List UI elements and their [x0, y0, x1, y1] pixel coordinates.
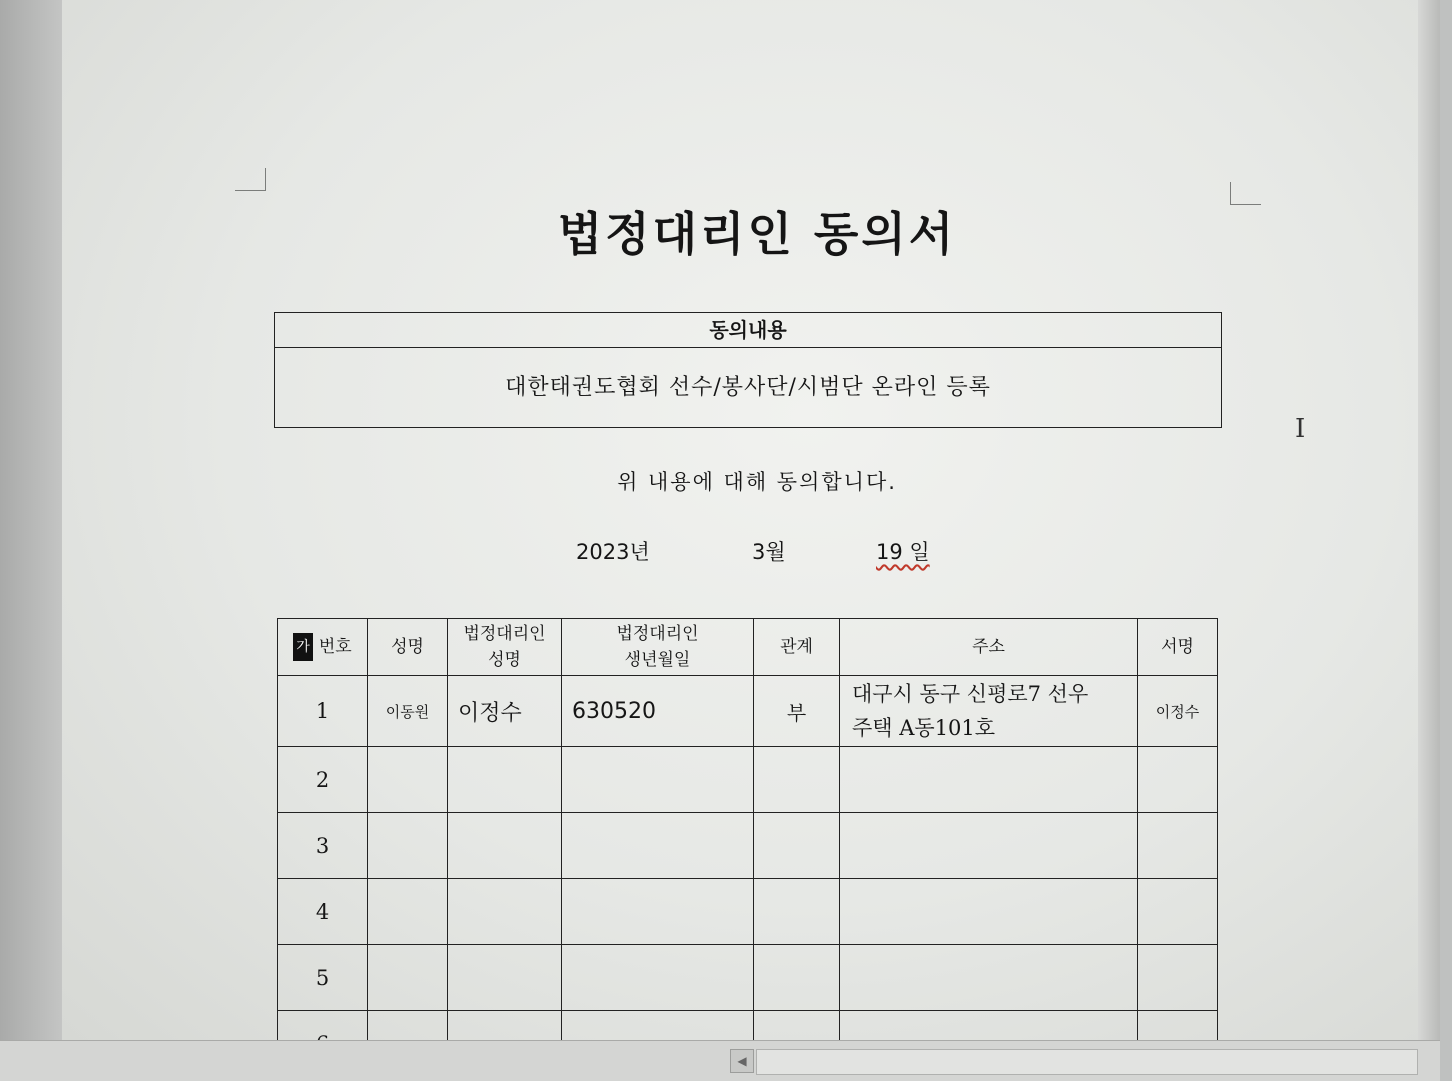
cell-name[interactable] [368, 945, 448, 1011]
cell-signature[interactable] [1138, 747, 1218, 813]
cell-rep-name[interactable] [448, 879, 562, 945]
cell-rep-name[interactable] [448, 747, 562, 813]
representative-table[interactable] [277, 618, 1218, 1077]
cell-relation[interactable]: 부 [754, 676, 840, 747]
cell-number[interactable]: 4 [278, 879, 368, 945]
header-address[interactable]: 주소 [840, 619, 1138, 676]
right-workspace-margin [1418, 0, 1440, 1040]
header-number[interactable]: 가 번호 [278, 619, 368, 676]
cell-name[interactable] [368, 813, 448, 879]
cell-number[interactable]: 5 [278, 945, 368, 1011]
cell-signature[interactable]: 이정수 [1138, 676, 1218, 747]
header-relation[interactable]: 관계 [754, 619, 840, 676]
cell-signature[interactable] [1138, 813, 1218, 879]
consent-body: 대한태권도협회 선수/봉사단/시범단 온라인 등록 [505, 375, 991, 400]
cell-address[interactable] [840, 747, 1138, 813]
cell-rep-name[interactable] [448, 813, 562, 879]
cell-relation[interactable] [754, 879, 840, 945]
cell-name[interactable]: 이동원 [368, 676, 448, 747]
i-beam-cursor-icon: I [1295, 414, 1306, 444]
header-rep-birth[interactable]: 법정대리인 생년월일 [562, 619, 754, 676]
cell-name[interactable] [368, 747, 448, 813]
cell-rep-birth[interactable] [562, 945, 754, 1011]
agreement-statement: 위 내용에 대해 동의합니다. [617, 470, 897, 494]
cell-name[interactable] [368, 879, 448, 945]
header-name[interactable]: 성명 [368, 619, 448, 676]
margin-corner-top-left [235, 168, 266, 191]
document-page[interactable] [62, 0, 1418, 1040]
document-title: 법정대리인 동의서 [557, 207, 957, 261]
cell-rep-birth[interactable] [562, 879, 754, 945]
cell-rep-name[interactable]: 이정수 [448, 676, 562, 747]
char-style-badge[interactable]: 가 [293, 633, 313, 661]
scrollbar-track[interactable] [756, 1049, 1418, 1075]
cell-number[interactable]: 1 [278, 676, 368, 747]
cell-number[interactable]: 2 [278, 747, 368, 813]
arrow-left-icon[interactable]: ◀ [730, 1049, 754, 1073]
date-line [576, 536, 930, 566]
cell-relation[interactable] [754, 813, 840, 879]
horizontal-scrollbar[interactable] [0, 1040, 1440, 1081]
date-year: 2023년 [576, 540, 650, 564]
cell-rep-birth[interactable] [562, 747, 754, 813]
cell-address[interactable]: 대구시 동구 신평로7 선우 주택 A동101호 [840, 676, 1138, 747]
date-month: 3월 [752, 540, 786, 564]
table-row [278, 747, 1218, 813]
consent-box [274, 312, 1222, 428]
cell-rep-birth[interactable] [562, 813, 754, 879]
table-header-row [278, 619, 1218, 676]
header-signature[interactable]: 서명 [1138, 619, 1218, 676]
table-row [278, 676, 1218, 747]
cell-address[interactable] [840, 945, 1138, 1011]
header-rep-name[interactable]: 법정대리인 성명 [448, 619, 562, 676]
cell-address[interactable] [840, 813, 1138, 879]
table-row [278, 945, 1218, 1011]
cell-address[interactable] [840, 879, 1138, 945]
cell-relation[interactable] [754, 747, 840, 813]
cell-number[interactable]: 3 [278, 813, 368, 879]
left-workspace-margin [0, 0, 62, 1040]
cell-rep-name[interactable] [448, 945, 562, 1011]
cell-rep-birth[interactable]: 630520 [562, 676, 754, 747]
cell-signature[interactable] [1138, 945, 1218, 1011]
cell-relation[interactable] [754, 945, 840, 1011]
consent-header: 동의내용 [275, 313, 1221, 348]
table-row [278, 813, 1218, 879]
date-day: 19 일 [876, 540, 930, 564]
table-row [278, 879, 1218, 945]
cell-signature[interactable] [1138, 879, 1218, 945]
